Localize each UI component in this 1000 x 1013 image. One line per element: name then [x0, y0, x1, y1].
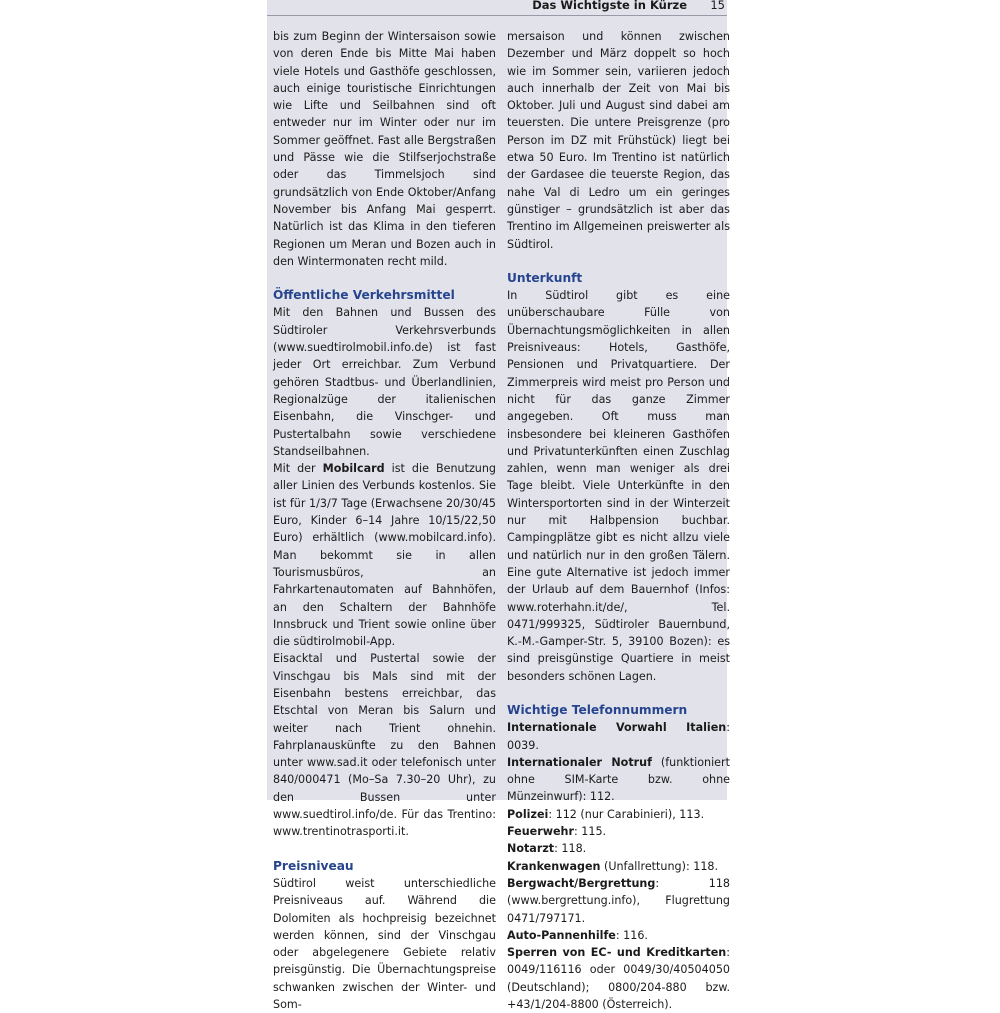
- price-heading: Preisniveau: [273, 858, 354, 873]
- phone-entry: [507, 858, 730, 875]
- transport-paragraph-2: [273, 460, 496, 650]
- phone-heading: Wichtige Telefonnummern: [507, 702, 688, 717]
- phone-entry: [507, 875, 730, 927]
- phone-label: Bergwacht/Bergrettung: [507, 876, 656, 890]
- phone-entry: [507, 840, 730, 857]
- transport-paragraph-1: Mit den Bahnen und Bussen des Südtiroler Verkehrsverbunds (www.suedtirolmobil.info.de) ist fast jeder Ort erreichbar. Zum Verbund gehören Stadtbus- und Überlandlinien, Regionalzüge der italienischen Eisenbahn, die Vinschger- und Pustertalbahn sowie verschiedene Standseilbahnen.: [273, 306, 496, 458]
- page-number: 15: [710, 0, 725, 12]
- chapter-title: Das Wichtigste in Kürze: [532, 0, 687, 12]
- phone-label: Krankenwagen: [507, 859, 601, 873]
- transport-paragraph-3: Eisacktal und Pustertal sowie der Vinschgau bis Mals sind mit der Eisenbahn bestens erreichbar, das Etschtal von Meran bis Salurn und weiter nach Trient ohnehin. Fahrplanauskünfte zu den Bahnen unter www.sad.it oder telefonisch unter 840/000471 (Mo–Sa 7.30–20 Uhr), zu den Bussen unter www.suedtirol.info/de. Für das Trentino: www.trentinotrasporti.it.: [273, 652, 496, 839]
- mobilcard-lead: Mit der: [273, 462, 323, 476]
- book-page: [267, 0, 730, 1012]
- phone-entry: [507, 944, 730, 1013]
- lodging-paragraph: In Südtirol gibt es eine unüberschaubare Fülle von Übernachtungsmöglichkeiten in allen Preisniveaus: Hotels, Gasthöfe, Pensionen und Privatquartiere. Der Zimmerpreis wird meist pro Person und nicht für das ganze Zimmer angegeben. Oft muss man insbesondere bei kleineren Gasthöfen und Privatunterkünften einen Zuschlag zahlen, wenn man weniger als drei Tage bleibt. Viele Unterkünfte in den Wintersportorten sind in der Winterzeit nur mit Halbpension buchbar. Campingplätze gibt es nicht allzu viele und natürlich nur in den großen Tälern. Eine gute Alternative ist jedoch immer der Urlaub auf dem Bauernhof (Infos: www.roterhahn.it/de/, Tel. 0471/999325, Südtiroler Bauernbund, K.-M.-Gamper-Str. 5, 39100 Bozen): es sind preisgünstige Quartiere in meist besonders schönen Lagen.: [507, 289, 730, 683]
- phone-entry: [507, 719, 730, 754]
- phone-list: [507, 719, 730, 1013]
- phone-label: Feuerwehr: [507, 825, 574, 839]
- phone-text: : 0049/116116 oder 0049/30/40504050 (Deutschland); 0800/204-880 bzw. +43/1/204-8800 (Österreich).: [507, 946, 730, 1012]
- price-paragraph-continued: mersaison und können zwischen Dezember und März doppelt so hoch wie im Sommer sein, variieren jedoch auch innerhalb der Zeit von Mai bis Oktober. Juli und August sind dabei am teuersten. Die untere Preisgrenze (pro Person im DZ mit Frühstück) liegt bei etwa 50 Euro. Im Trentino ist natürlich der Gardasee die teuerste Region, das nahe Val di Ledro um ein geringes günstiger – grundsätzlich ist aber das Trentino im Allgemeinen preiswerter als Südtirol.: [507, 30, 730, 251]
- intro-paragraph: bis zum Beginn der Wintersaison sowie von deren Ende bis Mitte Mai haben viele Hotels und Gasthöfe geschlossen, auch einige touristische Einrichtungen wie Lifte und Seilbahnen sind oft entweder nur im Winter oder nur im Sommer geöffnet. Fast alle Bergstraßen und Pässe wie die Stilfserjochstraße oder das Timmelsjoch sind grundsätzlich von Ende Oktober/Anfang November bis Anfang Mai gesperrt. Natürlich ist das Klima in den tieferen Regionen um Meran und Bozen auch in den Wintermonaten recht mild.: [273, 30, 496, 268]
- phone-label: Notarzt: [507, 842, 555, 856]
- phone-text: : 116.: [615, 928, 648, 942]
- phone-text: (funktioniert ohne SIM-Karte bzw. ohne Münzeinwurf): 112.: [507, 755, 730, 804]
- running-head: [267, 0, 727, 14]
- phone-text: : 0039.: [507, 721, 730, 752]
- header-rule: [267, 15, 727, 16]
- phone-label: Polizei: [507, 807, 549, 821]
- phone-label: Internationaler Notruf: [507, 755, 652, 769]
- mobilcard-term: Mobilcard: [322, 462, 385, 476]
- phone-text: : 112 (nur Carabinieri), 113.: [548, 807, 705, 821]
- phone-label: Auto-Pannenhilfe: [507, 928, 616, 942]
- right-column: [507, 28, 730, 1013]
- phone-label: Internationale Vorwahl Italien: [507, 721, 727, 735]
- lodging-heading: Unterkunft: [507, 270, 583, 285]
- phone-entry: [507, 754, 730, 806]
- phone-label: Sperren von EC- und Kreditkarten: [507, 946, 727, 960]
- left-column: [273, 28, 496, 1013]
- phone-text: (Unfallrettung): 118.: [600, 859, 719, 873]
- phone-entry: [507, 927, 730, 944]
- phone-entry: [507, 806, 730, 823]
- phone-text: : 118.: [554, 842, 587, 856]
- price-paragraph: Südtirol weist unterschiedliche Preisniveaus auf. Während die Dolomiten als hochpreisig bezeichnet werden können, sind der Vinschgau oder abgelegenere Gebiete relativ preisgünstig. Die Übernachtungspreise schwanken zwischen der Winter- und Som-: [273, 876, 496, 1012]
- transport-heading: Öffentliche Verkehrsmittel: [273, 288, 455, 303]
- phone-text: : 118 (www.bergrettung.info), Flugrettung 0471/797171.: [507, 876, 730, 925]
- phone-entry: [507, 823, 730, 840]
- mobilcard-text: ist die Benutzung aller Linien des Verbunds kostenlos. Sie ist für 1/3/7 Tage (Erwachsene 20/30/45 Euro, Kinder 6–14 Jahre 10/15/22,50 Euro) erhältlich (www.mobilcard.info). Man bekommt sie in allen Tourismusbüros, an Fahrkartenautomaten auf Bahnhöfen, an den Schaltern der Bahnhöfe Innsbruck und Trient sowie online über die südtirolmobil-App.: [273, 462, 496, 649]
- phone-text: : 115.: [573, 825, 607, 839]
